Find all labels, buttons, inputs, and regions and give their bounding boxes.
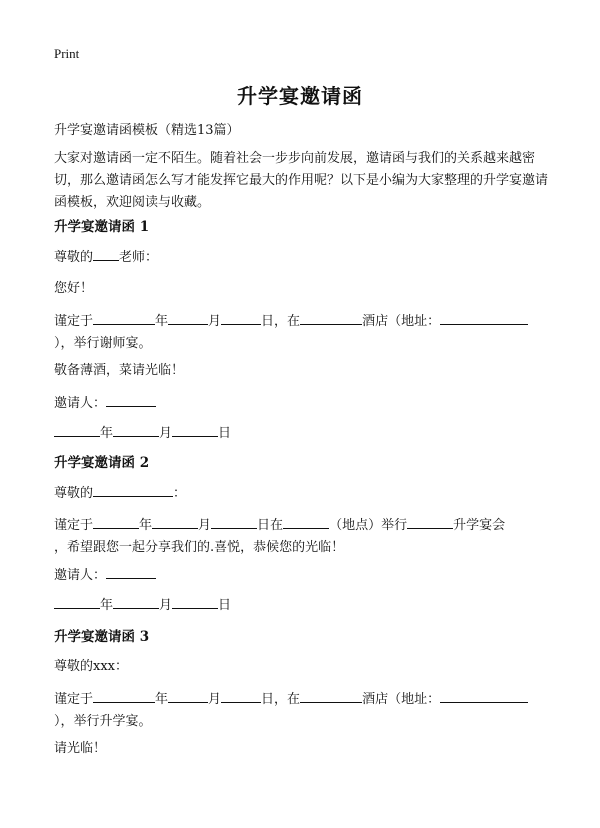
s2-greet-a: 尊敬的 xyxy=(54,486,94,501)
blank-month xyxy=(152,514,198,529)
blank-month xyxy=(168,688,208,703)
doc-subtitle: 升学宴邀请函模板（精选13篇） xyxy=(54,123,240,138)
s2-body xyxy=(54,514,554,559)
s1-inviter xyxy=(54,392,554,415)
s3-hotel: 酒店（地址： xyxy=(362,692,441,707)
blank-feast xyxy=(407,514,453,529)
s1-hotel: 酒店（地址： xyxy=(362,314,441,329)
s2-l2: ，希望跟您一起分享我们的.喜悦，恭候您的光临！ xyxy=(54,540,345,555)
s2-place: （地点）举行 xyxy=(329,518,408,533)
s2-greet-b: ： xyxy=(173,486,187,501)
s3-l1: 谨定于 xyxy=(54,692,94,707)
blank-teacher xyxy=(93,246,119,261)
s2-inviter xyxy=(54,564,554,587)
s2-day: 日在 xyxy=(257,518,284,533)
s1-greet-b: 老师： xyxy=(119,250,159,265)
s3-month: 月 xyxy=(208,692,222,707)
blank-year xyxy=(54,594,100,609)
s3-end: ），举行升学宴。 xyxy=(54,714,152,729)
s1-date-year: 年 xyxy=(100,426,114,441)
blank-year xyxy=(93,310,155,325)
blank-name xyxy=(93,482,173,497)
s2-inviter-label: 邀请人： xyxy=(54,568,107,583)
blank-inviter xyxy=(106,392,156,407)
s1-year: 年 xyxy=(155,314,169,329)
blank-hotel xyxy=(300,310,362,325)
s1-date-day: 日 xyxy=(218,426,232,441)
s1-date xyxy=(54,422,554,445)
s2-date xyxy=(54,594,554,617)
s2-month: 月 xyxy=(198,518,212,533)
page-title: 升学宴邀请函 xyxy=(237,84,363,108)
s1-end: ），举行谢师宴。 xyxy=(54,336,152,351)
blank-place xyxy=(283,514,329,529)
blank-year xyxy=(93,688,155,703)
s1-day: 日，在 xyxy=(261,314,301,329)
s3-body xyxy=(54,688,554,733)
blank-month xyxy=(113,594,159,609)
s3-day: 日，在 xyxy=(261,692,301,707)
s1-greeting xyxy=(54,246,554,269)
s2-feast: 升学宴会 xyxy=(453,518,506,533)
s1-hello: 您好！ xyxy=(54,281,94,296)
s3-greeting: 尊敬的xxx： xyxy=(54,659,128,674)
blank-hotel xyxy=(300,688,362,703)
blank-month xyxy=(168,310,208,325)
s3-welcome: 请光临！ xyxy=(54,741,107,756)
s1-date-month: 月 xyxy=(159,426,173,441)
s2-date-day: 日 xyxy=(218,598,232,613)
s2-date-month: 月 xyxy=(159,598,173,613)
intro-paragraph: 大家对邀请函一定不陌生。随着社会一步步向前发展，邀请函与我们的关系越来越密切，那么邀请函怎么写才能发挥它最大的作用呢？以下是小编为大家整理的升学宴邀请函模板，欢迎阅读与收藏。 xyxy=(54,151,549,210)
s2-l1: 谨定于 xyxy=(54,518,94,533)
blank-address xyxy=(440,310,528,325)
s1-l1: 谨定于 xyxy=(54,314,94,329)
s3-year: 年 xyxy=(155,692,169,707)
s1-inviter-label: 邀请人： xyxy=(54,396,107,411)
s1-greet-a: 尊敬的 xyxy=(54,250,94,265)
s1-ready: 敬备薄酒，菜请光临！ xyxy=(54,363,185,378)
blank-day xyxy=(172,594,218,609)
s1-month: 月 xyxy=(208,314,222,329)
s2-date-year: 年 xyxy=(100,598,114,613)
blank-day xyxy=(221,688,261,703)
s2-greeting xyxy=(54,482,554,505)
section-heading-2: 升学宴邀请函 2 xyxy=(54,455,150,471)
blank-month xyxy=(113,422,159,437)
print-link[interactable]: Print xyxy=(54,46,80,61)
section-heading-1: 升学宴邀请函 1 xyxy=(54,219,150,235)
blank-year xyxy=(54,422,100,437)
blank-day xyxy=(172,422,218,437)
blank-day xyxy=(211,514,257,529)
blank-year xyxy=(93,514,139,529)
blank-day xyxy=(221,310,261,325)
blank-inviter xyxy=(106,564,156,579)
s2-year: 年 xyxy=(139,518,153,533)
section-heading-3: 升学宴邀请函 3 xyxy=(54,629,150,645)
s1-body xyxy=(54,310,554,355)
blank-address xyxy=(440,688,528,703)
